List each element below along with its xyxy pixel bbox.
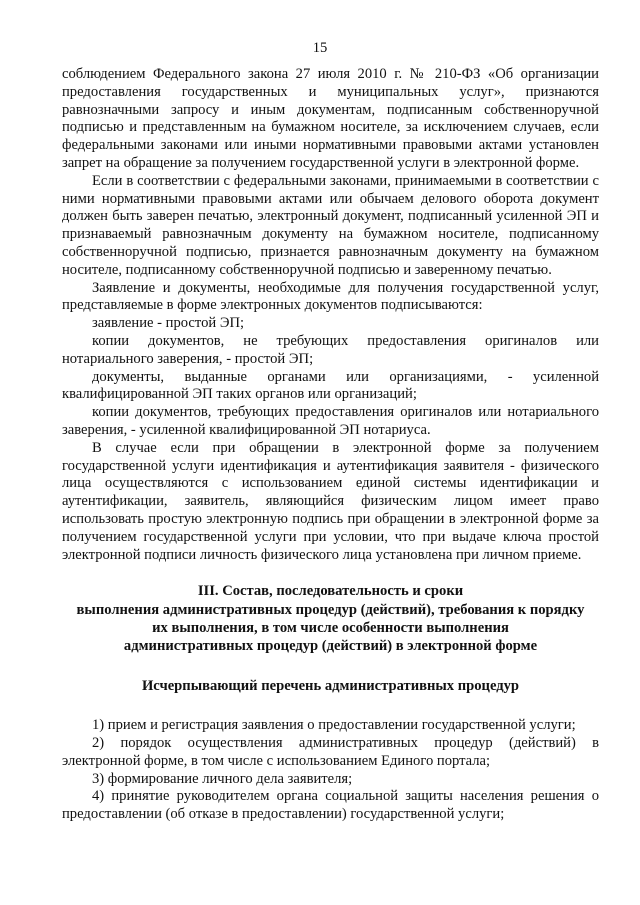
section-heading: [62, 582, 599, 655]
section-heading-line: административных процедур (действий) в электронной форме: [123, 637, 538, 654]
procedure-item: 1) прием и регистрация заявления о предоставлении государственной услуги;: [92, 717, 576, 734]
paragraph: копии документов, требующих предоставления оригиналов или нотариального заверения, - усиленной квалифицированной ЭП нотариуса.: [62, 404, 599, 438]
paragraph: В случае если при обращении в электронной форме за получением государственной услуги идентификация и аутентификация заявителя - физического лица осуществляются с использованием единой системы идентификации и аутентификации, заявитель, являющийся физическим лицом имеет право использовать простую электронную подпись при обращении в электронной форме за получением государственной услуги при условии, что при выдаче ключа простой электронной подписи личность физического лица установлена при личном приеме.: [62, 439, 599, 563]
procedure-item: 2) порядок осуществления административных процедур (действий) в электронной форме, в том числе с использованием Единого портала;: [62, 734, 599, 769]
paragraph: копии документов, не требующих предоставления оригиналов или нотариального заверения, - простой ЭП;: [62, 332, 599, 367]
document-body: [62, 66, 599, 824]
paragraph: документы, выданные органами или организациями, - усиленной квалифицированной ЭП таких органов или организаций;: [62, 368, 599, 403]
paragraph: соблюдением Федерального закона 27 июля 2010 г. № 210-ФЗ «Об организации предоставления государственных и муниципальных услуг», признаются равнозначными запросу и иным документам, подписанным собственноручной подписью и представленным на бумажном носителе, за исключением случаев, если федеральными законами или иными нормативными правовыми актами установлен запрет на обращение за получением государственной услуги в электронной форме.: [62, 66, 599, 171]
paragraph: Заявление и документы, необходимые для получения государственной услуг, представляемые в форме электронных документов подписываются:: [62, 279, 599, 314]
paragraph: Если в соответствии с федеральными законами, принимаемыми в соответствии с ними нормативными правовыми актами или обычаем делового оборота документ должен быть заверен печатью, электронный документ, подписанный усиленной ЭП и признаваемый равнозначным документу на бумажном носителе, подписанному собственноручной подписью, признается равнозначным документу на бумажном носителе, подписанному собственноручной подписью и заверенному печатью.: [62, 172, 599, 278]
section-heading-line: их выполнения, в том числе особенности выполнения: [152, 619, 509, 636]
section-heading-line: III. Состав, последовательность и сроки: [197, 583, 464, 600]
procedure-item: 3) формирование личного дела заявителя;: [92, 770, 353, 787]
subheading: Исчерпывающий перечень административных процедур: [141, 678, 520, 695]
paragraph: заявление - простой ЭП;: [92, 315, 245, 332]
procedure-item: 4) принятие руководителем органа социальной защиты населения решения о предоставлении (об отказе в предоставлении) государственной услуги;: [62, 788, 599, 823]
page-number: 15: [312, 40, 328, 56]
section-heading-line: выполнения административных процедур (действий), требования к порядку: [76, 601, 585, 618]
